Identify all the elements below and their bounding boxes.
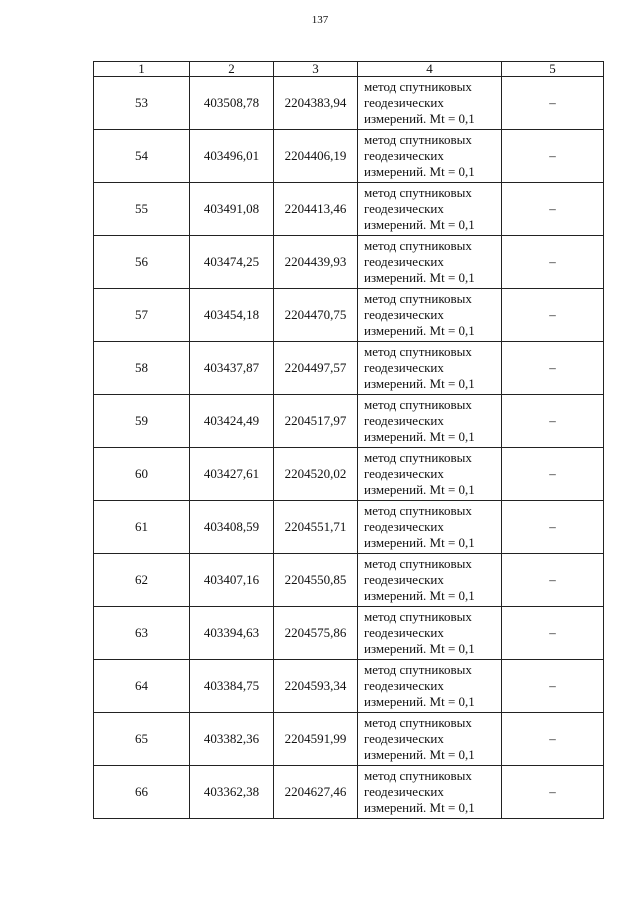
y-coordinate-cell: 2204497,57 (274, 342, 358, 395)
y-coordinate-cell: 2204591,99 (274, 713, 358, 766)
y-coordinate-cell: 2204439,93 (274, 236, 358, 289)
method-line: метод спутниковых (364, 344, 472, 359)
x-coordinate-cell: 403362,38 (190, 766, 274, 819)
point-number-cell: 59 (94, 395, 190, 448)
method-line: метод спутниковых (364, 397, 472, 412)
header-col-2: 2 (190, 62, 274, 77)
note-cell: – (502, 395, 604, 448)
table-row (94, 183, 604, 236)
x-coordinate-cell: 403508,78 (190, 77, 274, 130)
method-cell (358, 554, 502, 607)
coordinates-table (93, 61, 604, 819)
y-coordinate-cell: 2204627,46 (274, 766, 358, 819)
y-coordinate-cell: 2204551,71 (274, 501, 358, 554)
x-coordinate-cell: 403384,75 (190, 660, 274, 713)
method-line: измерений. Mt = 0,1 (364, 111, 475, 126)
point-number-cell: 56 (94, 236, 190, 289)
point-number-cell: 61 (94, 501, 190, 554)
table-row (94, 607, 604, 660)
note-cell: – (502, 130, 604, 183)
x-coordinate-cell: 403382,36 (190, 713, 274, 766)
method-line: измерений. Mt = 0,1 (364, 217, 475, 232)
x-coordinate-cell: 403407,16 (190, 554, 274, 607)
method-line: геодезических (364, 95, 444, 110)
method-line: геодезических (364, 413, 444, 428)
page-number: 137 (311, 14, 329, 26)
method-line: геодезических (364, 678, 444, 693)
method-cell (358, 395, 502, 448)
method-cell (358, 766, 502, 819)
note-cell: – (502, 713, 604, 766)
method-line: измерений. Mt = 0,1 (364, 429, 475, 444)
point-number-cell: 62 (94, 554, 190, 607)
y-coordinate-cell: 2204517,97 (274, 395, 358, 448)
note-cell: – (502, 448, 604, 501)
point-number-cell: 64 (94, 660, 190, 713)
note-cell: – (502, 607, 604, 660)
header-col-1: 1 (94, 62, 190, 77)
method-cell (358, 183, 502, 236)
x-coordinate-cell: 403491,08 (190, 183, 274, 236)
method-line: геодезических (364, 148, 444, 163)
method-line: метод спутниковых (364, 238, 472, 253)
table-row (94, 501, 604, 554)
method-cell (358, 130, 502, 183)
y-coordinate-cell: 2204413,46 (274, 183, 358, 236)
method-line: измерений. Mt = 0,1 (364, 376, 475, 391)
method-cell (358, 236, 502, 289)
method-line: метод спутниковых (364, 715, 472, 730)
method-line: измерений. Mt = 0,1 (364, 535, 475, 550)
method-line: метод спутниковых (364, 132, 472, 147)
method-line: измерений. Mt = 0,1 (364, 164, 475, 179)
method-line: геодезических (364, 731, 444, 746)
point-number-cell: 55 (94, 183, 190, 236)
method-line: метод спутниковых (364, 503, 472, 518)
y-coordinate-cell: 2204520,02 (274, 448, 358, 501)
method-cell (358, 660, 502, 713)
x-coordinate-cell: 403424,49 (190, 395, 274, 448)
note-cell: – (502, 289, 604, 342)
method-cell (358, 342, 502, 395)
method-cell (358, 607, 502, 660)
method-line: метод спутниковых (364, 768, 472, 783)
method-line: метод спутниковых (364, 556, 472, 571)
method-line: геодезических (364, 254, 444, 269)
method-cell (358, 501, 502, 554)
x-coordinate-cell: 403496,01 (190, 130, 274, 183)
note-cell: – (502, 77, 604, 130)
method-cell (358, 448, 502, 501)
method-line: метод спутниковых (364, 185, 472, 200)
table-row (94, 448, 604, 501)
method-line: метод спутниковых (364, 662, 472, 677)
y-coordinate-cell: 2204593,34 (274, 660, 358, 713)
note-cell: – (502, 766, 604, 819)
method-line: метод спутниковых (364, 609, 472, 624)
table-row (94, 660, 604, 713)
method-line: измерений. Mt = 0,1 (364, 694, 475, 709)
table-row (94, 289, 604, 342)
point-number-cell: 57 (94, 289, 190, 342)
x-coordinate-cell: 403437,87 (190, 342, 274, 395)
method-line: геодезических (364, 572, 444, 587)
x-coordinate-cell: 403394,63 (190, 607, 274, 660)
method-line: геодезических (364, 466, 444, 481)
method-line: измерений. Mt = 0,1 (364, 482, 475, 497)
header-col-4: 4 (358, 62, 502, 77)
method-cell (358, 289, 502, 342)
table-row (94, 342, 604, 395)
method-line: геодезических (364, 784, 444, 799)
point-number-cell: 53 (94, 77, 190, 130)
header-col-3: 3 (274, 62, 358, 77)
point-number-cell: 54 (94, 130, 190, 183)
table-row (94, 395, 604, 448)
table-row (94, 130, 604, 183)
method-line: измерений. Mt = 0,1 (364, 800, 475, 815)
method-cell (358, 713, 502, 766)
point-number-cell: 58 (94, 342, 190, 395)
method-line: измерений. Mt = 0,1 (364, 747, 475, 762)
note-cell: – (502, 342, 604, 395)
x-coordinate-cell: 403454,18 (190, 289, 274, 342)
method-line: метод спутниковых (364, 291, 472, 306)
y-coordinate-cell: 2204470,75 (274, 289, 358, 342)
table-body (94, 77, 604, 819)
method-line: измерений. Mt = 0,1 (364, 323, 475, 338)
x-coordinate-cell: 403474,25 (190, 236, 274, 289)
point-number-cell: 60 (94, 448, 190, 501)
note-cell: – (502, 501, 604, 554)
method-cell (358, 77, 502, 130)
point-number-cell: 65 (94, 713, 190, 766)
method-line: измерений. Mt = 0,1 (364, 641, 475, 656)
method-line: измерений. Mt = 0,1 (364, 270, 475, 285)
note-cell: – (502, 554, 604, 607)
table-row (94, 554, 604, 607)
table-header-row (94, 62, 604, 77)
point-number-cell: 66 (94, 766, 190, 819)
method-line: метод спутниковых (364, 450, 472, 465)
point-number-cell: 63 (94, 607, 190, 660)
x-coordinate-cell: 403408,59 (190, 501, 274, 554)
note-cell: – (502, 183, 604, 236)
method-line: геодезических (364, 360, 444, 375)
method-line: геодезических (364, 625, 444, 640)
header-col-5: 5 (502, 62, 604, 77)
method-line: геодезических (364, 201, 444, 216)
y-coordinate-cell: 2204383,94 (274, 77, 358, 130)
table-row (94, 766, 604, 819)
method-line: геодезических (364, 307, 444, 322)
method-line: метод спутниковых (364, 79, 472, 94)
table-row (94, 236, 604, 289)
table-row (94, 77, 604, 130)
note-cell: – (502, 236, 604, 289)
table-row (94, 713, 604, 766)
y-coordinate-cell: 2204550,85 (274, 554, 358, 607)
method-line: геодезических (364, 519, 444, 534)
method-line: измерений. Mt = 0,1 (364, 588, 475, 603)
note-cell: – (502, 660, 604, 713)
y-coordinate-cell: 2204575,86 (274, 607, 358, 660)
x-coordinate-cell: 403427,61 (190, 448, 274, 501)
y-coordinate-cell: 2204406,19 (274, 130, 358, 183)
